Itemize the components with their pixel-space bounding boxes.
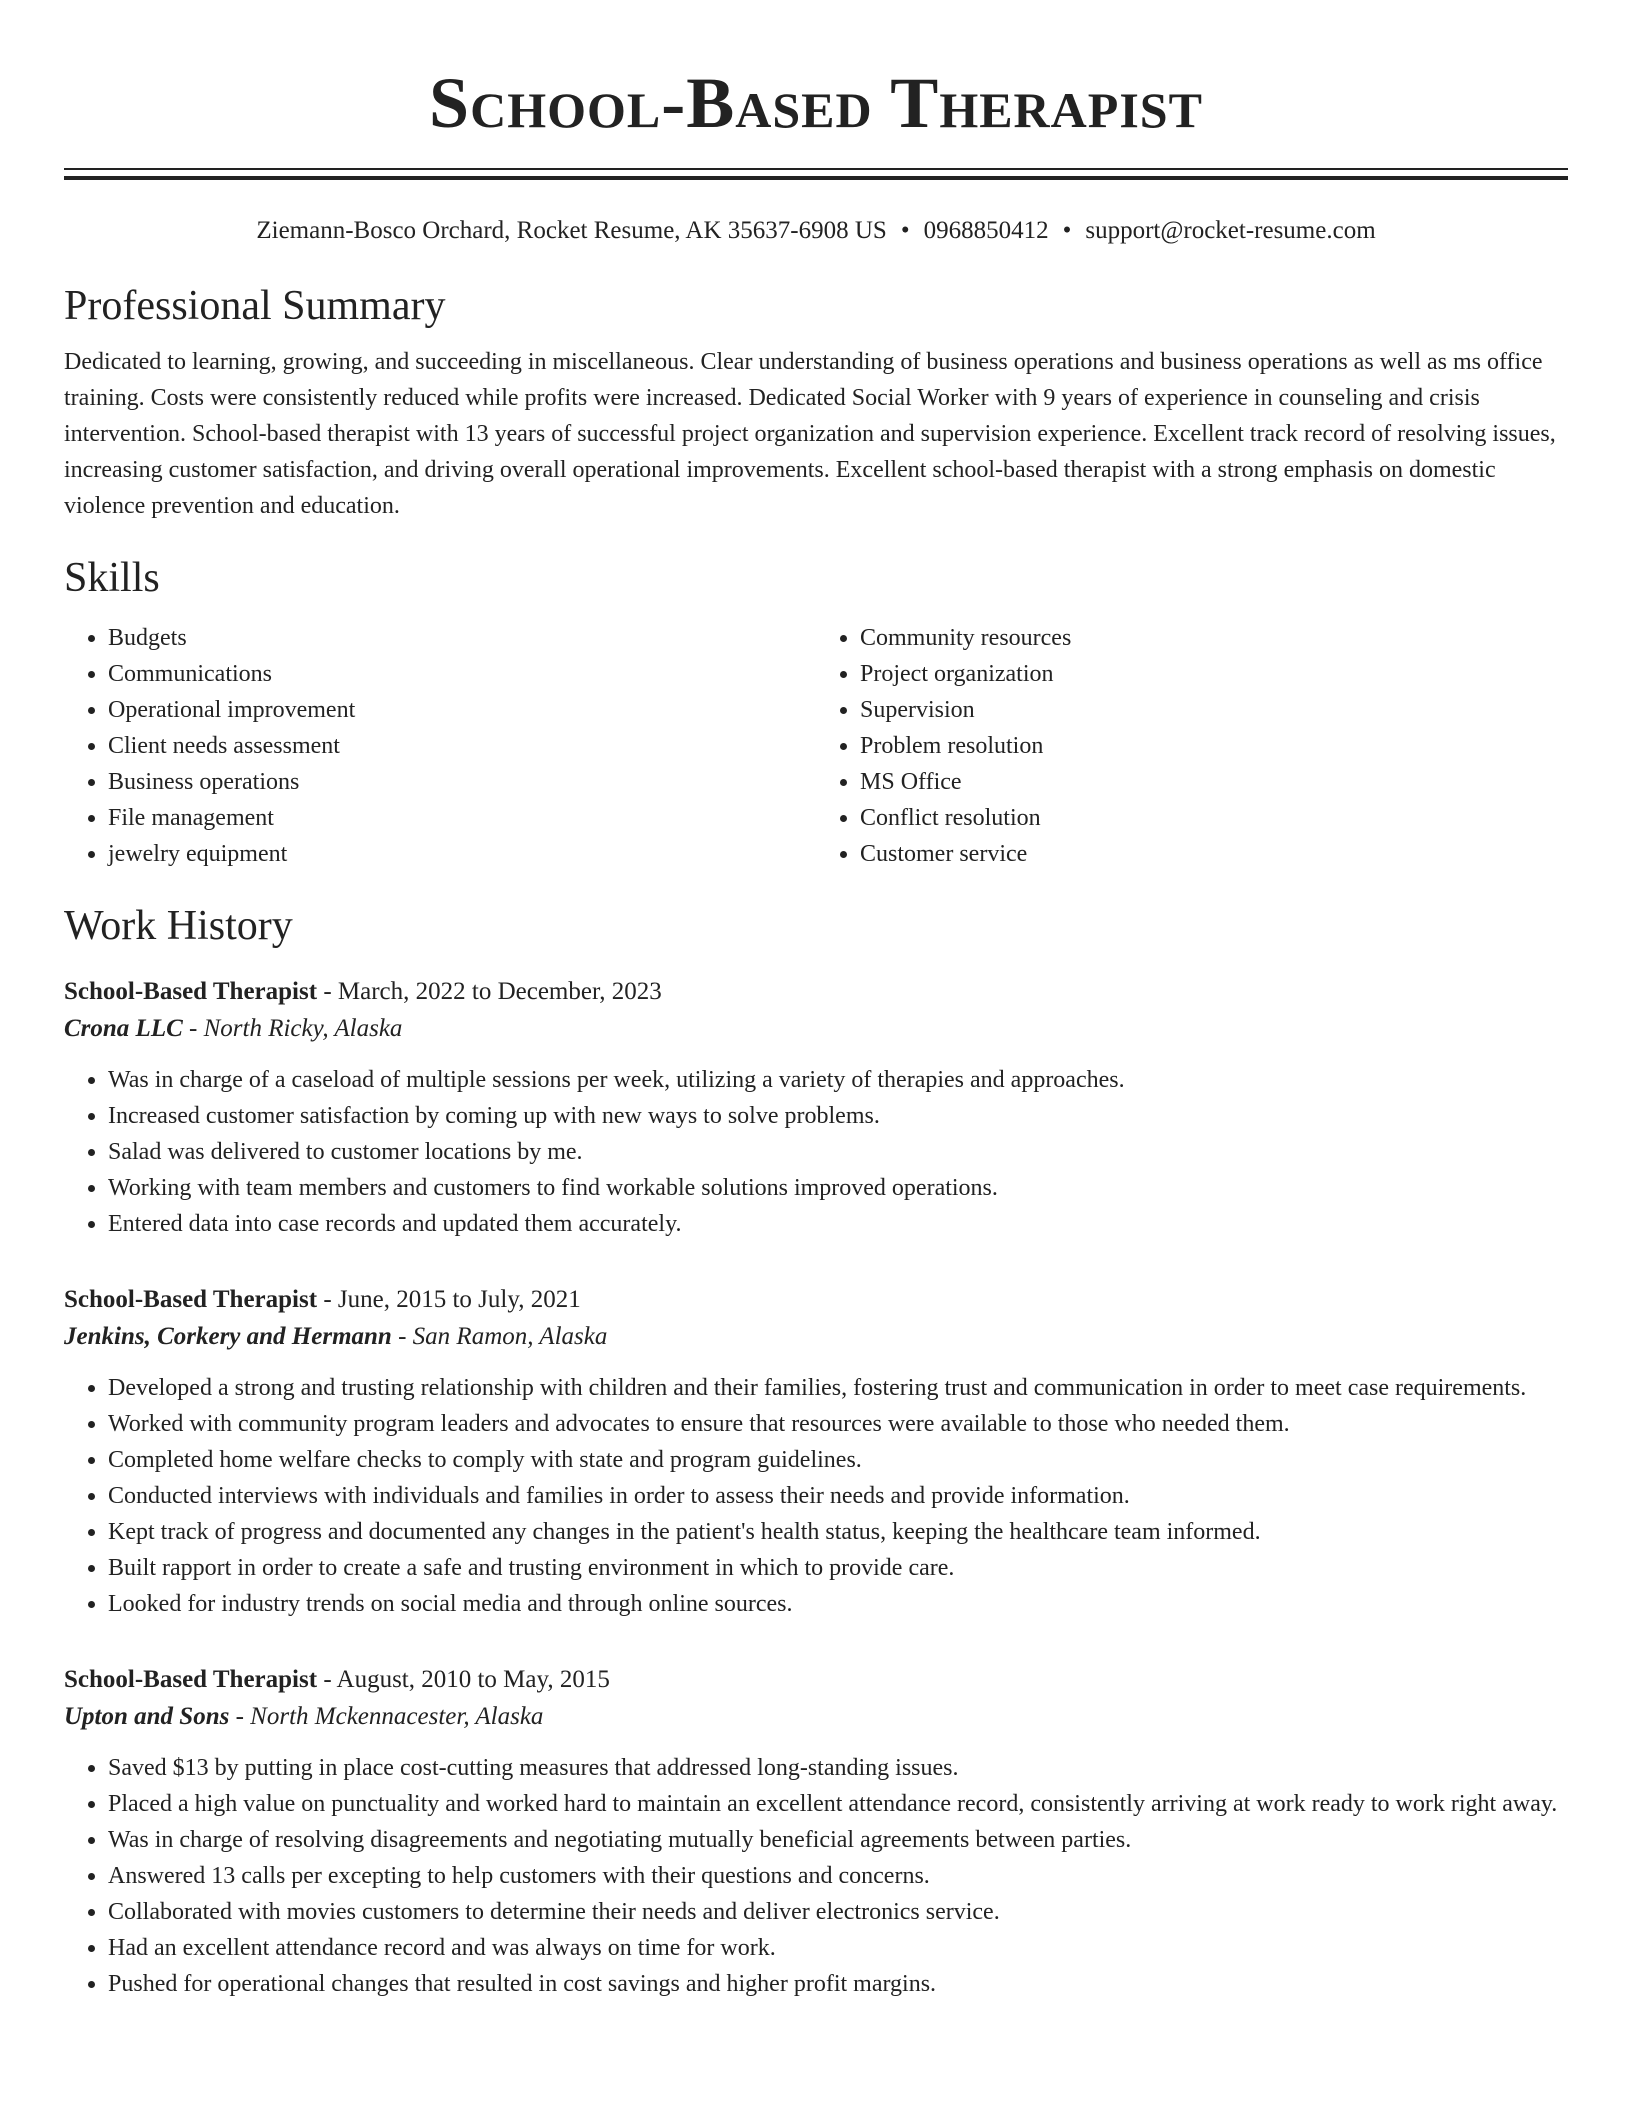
- job-title-line: [64, 974, 1568, 1010]
- contact-address: Ziemann-Bosco Orchard, Rocket Resume, AK 35637-6908 US: [256, 217, 887, 244]
- job-bullet: • Was in charge of a caseload of multiple sessions per week, utilizing a variety of therapies and approaches.: [108, 1062, 1568, 1098]
- skills-column-left: [64, 620, 816, 872]
- job-bullet: • Built rapport in order to create a safe and trusting environment in which to provide care.: [108, 1550, 1568, 1586]
- skill-item: • Supervision: [860, 692, 1568, 728]
- company-name: Jenkins, Corkery and Hermann: [64, 1323, 392, 1350]
- summary-text: Dedicated to learning, growing, and succeeding in miscellaneous. Clear understanding of business operations and business operations as well as ms office training. Costs were consistently reduced while profits were increased. Dedicated Social Worker with 9 years of experience in counseling and crisis intervention. School-based therapist with 13 years of successful project organization and supervision experience. Excellent track record of resolving issues, increasing customer satisfaction, and driving overall operational improvements. Excellent school-based therapist with a strong emphasis on domestic violence prevention and education.: [64, 349, 1556, 519]
- job-bullet: • Answered 13 calls per excepting to help customers with their questions and concerns.: [108, 1858, 1568, 1894]
- contact-separator: •: [900, 217, 910, 244]
- job-bullet: • Conducted interviews with individuals and families in order to assess their needs and provide information.: [108, 1478, 1568, 1514]
- job-dates: - June, 2015 to July, 2021: [317, 1286, 581, 1313]
- skill-item: • MS Office: [860, 764, 1568, 800]
- contact-email[interactable]: support@rocket-resume.com: [1085, 217, 1376, 244]
- job-bullets: [64, 1062, 1568, 1242]
- title-rule-thin: [64, 168, 1568, 170]
- company-line: [64, 1318, 1568, 1356]
- job-bullet: • Had an excellent attendance record and was always on time for work.: [108, 1930, 1568, 1966]
- title-rule-thick: [64, 176, 1568, 180]
- job-title: School-Based Therapist: [64, 978, 318, 1005]
- resume-title: School-Based Therapist: [429, 63, 1203, 143]
- skill-item: • Budgets: [108, 620, 816, 656]
- skills-column-right: [816, 620, 1568, 872]
- contact-separator: •: [1062, 217, 1072, 244]
- job-bullet: • Completed home welfare checks to comply with state and program guidelines.: [108, 1442, 1568, 1478]
- company-line: [64, 1698, 1568, 1736]
- job-title: School-Based Therapist: [64, 1666, 318, 1693]
- skill-item: • Problem resolution: [860, 728, 1568, 764]
- job-dates: - March, 2022 to December, 2023: [317, 978, 662, 1005]
- summary-heading: Professional Summary: [64, 283, 446, 329]
- job-dates: - August, 2010 to May, 2015: [317, 1666, 610, 1693]
- job-title-line: [64, 1282, 1568, 1318]
- job-bullet: • Worked with community program leaders and advocates to ensure that resources were available to those who needed them.: [108, 1406, 1568, 1442]
- company-line: [64, 1010, 1568, 1048]
- skill-item: • File management: [108, 800, 816, 836]
- job-bullet: • Entered data into case records and updated them accurately.: [108, 1206, 1568, 1242]
- job-bullet: • Salad was delivered to customer locations by me.: [108, 1134, 1568, 1170]
- skill-item: • Communications: [108, 656, 816, 692]
- job-entry: [64, 1662, 1568, 2002]
- skill-item: • Customer service: [860, 836, 1568, 872]
- skill-item: • Conflict resolution: [860, 800, 1568, 836]
- work-history-heading: Work History: [64, 903, 293, 949]
- job-bullets: [64, 1370, 1568, 1622]
- skills-heading: Skills: [64, 555, 160, 601]
- job-entry: [64, 1282, 1568, 1622]
- job-bullet: • Collaborated with movies customers to determine their needs and deliver electronics service.: [108, 1894, 1568, 1930]
- company-name: Crona LLC: [64, 1015, 183, 1042]
- skill-item: • jewelry equipment: [108, 836, 816, 872]
- job-entry: [64, 974, 1568, 1242]
- company-location: - San Ramon, Alaska: [391, 1323, 608, 1350]
- company-location: - North Mckennacester, Alaska: [229, 1703, 544, 1730]
- skills-list: [64, 620, 1568, 872]
- job-bullet: • Pushed for operational changes that resulted in cost savings and higher profit margins.: [108, 1966, 1568, 2002]
- job-title-line: [64, 1662, 1568, 1698]
- company-location: - North Ricky, Alaska: [182, 1015, 403, 1042]
- skill-item: • Business operations: [108, 764, 816, 800]
- skill-item: • Client needs assessment: [108, 728, 816, 764]
- job-bullet: • Working with team members and customers to find workable solutions improved operations.: [108, 1170, 1568, 1206]
- job-bullet: • Kept track of progress and documented any changes in the patient's health status, keeping the healthcare team informed.: [108, 1514, 1568, 1550]
- job-bullet: • Increased customer satisfaction by coming up with new ways to solve problems.: [108, 1098, 1568, 1134]
- job-bullets: [64, 1750, 1568, 2002]
- job-bullet: • Looked for industry trends on social media and through online sources.: [108, 1586, 1568, 1622]
- job-title: School-Based Therapist: [64, 1286, 318, 1313]
- job-bullet: • Saved $13 by putting in place cost-cutting measures that addressed long-standing issues.: [108, 1750, 1568, 1786]
- job-bullet: • Was in charge of resolving disagreements and negotiating mutually beneficial agreements between parties.: [108, 1822, 1568, 1858]
- contact-line: [64, 214, 1568, 248]
- skill-item: • Operational improvement: [108, 692, 816, 728]
- job-bullet: • Placed a high value on punctuality and worked hard to maintain an excellent attendance record, consistently arriving at work ready to work right away.: [108, 1786, 1568, 1822]
- skill-item: • Community resources: [860, 620, 1568, 656]
- contact-phone: 0968850412: [923, 217, 1049, 244]
- company-name: Upton and Sons: [64, 1703, 230, 1730]
- job-bullet: • Developed a strong and trusting relationship with children and their families, fostering trust and communication in order to meet case requirements.: [108, 1370, 1568, 1406]
- skill-item: • Project organization: [860, 656, 1568, 692]
